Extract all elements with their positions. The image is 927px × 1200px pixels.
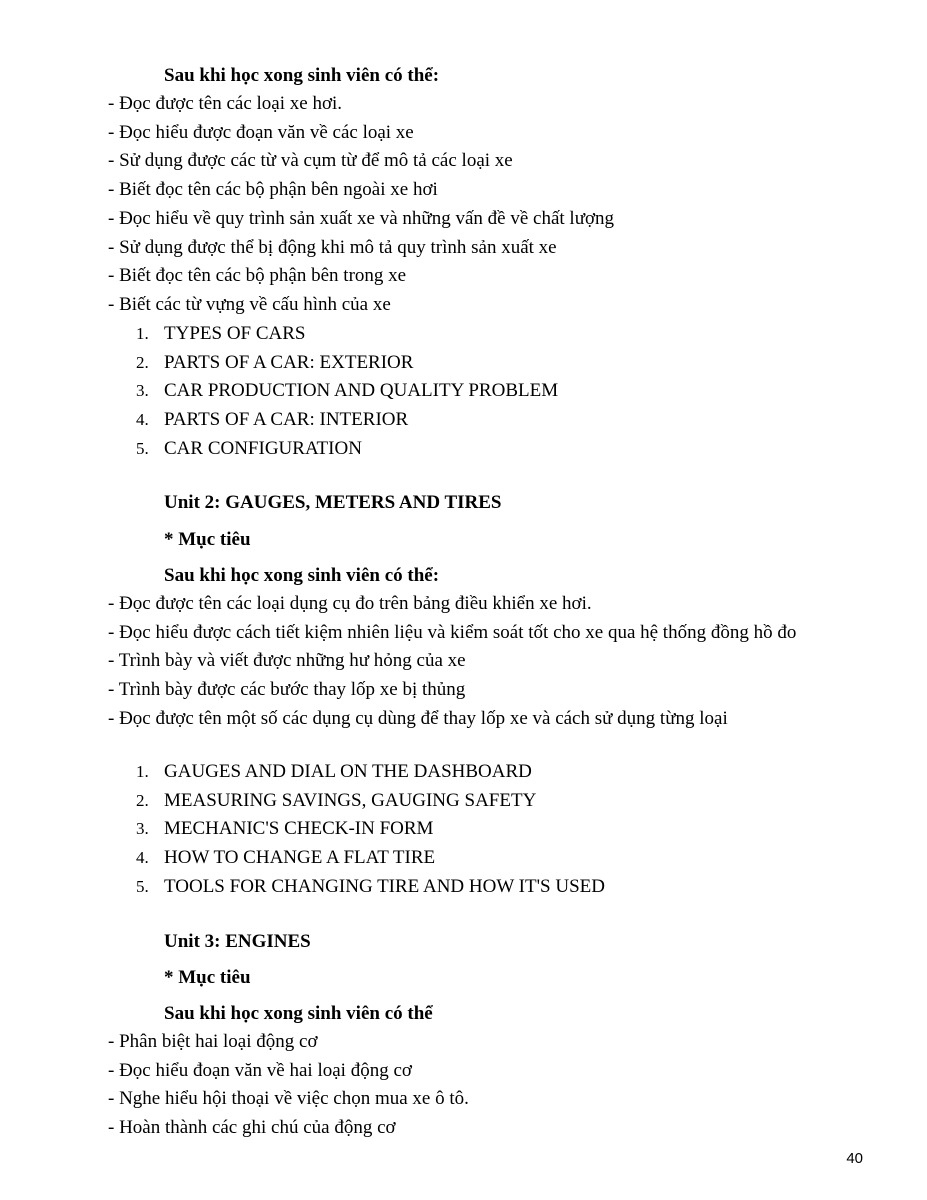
unit1-lessons-list — [136, 320, 558, 464]
list-item — [136, 435, 558, 464]
unit2-lessons-list — [136, 758, 605, 902]
unit3-objectives-list — [108, 1028, 868, 1143]
unit3-goal-label: * Mục tiêu — [164, 967, 251, 988]
lesson-title: TYPES OF CARS — [164, 323, 306, 344]
list-item — [136, 349, 558, 378]
list-item: - Đọc hiểu đoạn văn về hai loại động cơ — [108, 1059, 412, 1081]
lesson-number: 2. — [136, 790, 149, 810]
list-item: - Biết đọc tên các bộ phận bên trong xe — [108, 265, 407, 287]
list-item: - Đọc hiểu được cách tiết kiệm nhiên liệu và kiểm soát tốt cho xe qua hệ thống đồng hồ đo — [108, 621, 797, 643]
list-item — [136, 377, 558, 406]
list-item: - Phân biệt hai loại động cơ — [108, 1031, 318, 1052]
list-item: - Biết các từ vựng về cấu hình của xe — [108, 293, 391, 315]
unit2-title: Unit 2: GAUGES, METERS AND TIRES — [164, 492, 502, 513]
lesson-title: MECHANIC'S CHECK-IN FORM — [164, 818, 434, 840]
lesson-number: 4. — [136, 848, 149, 868]
lesson-title: CAR PRODUCTION AND QUALITY PROBLEM — [164, 380, 559, 402]
list-item — [136, 758, 605, 787]
list-item: - Hoàn thành các ghi chú của động cơ — [108, 1117, 396, 1139]
lesson-title: TOOLS FOR CHANGING TIRE AND HOW IT'S USED — [164, 875, 605, 897]
page-number: 40 — [846, 1150, 863, 1167]
list-item — [136, 844, 605, 873]
lesson-number: 5. — [136, 438, 149, 458]
lesson-title: HOW TO CHANGE A FLAT TIRE — [164, 847, 436, 869]
lesson-number: 1. — [136, 324, 149, 343]
list-item: - Biết đọc tên các bộ phận bên ngoài xe hơi — [108, 179, 438, 201]
lesson-number: 5. — [136, 876, 149, 896]
unit3-title: Unit 3: ENGINES — [164, 931, 311, 952]
list-item: - Trình bày được các bước thay lốp xe bị thủng — [108, 679, 466, 701]
list-item — [136, 787, 605, 816]
lesson-title: CAR CONFIGURATION — [164, 437, 362, 459]
list-item — [136, 406, 558, 435]
unit1-objectives-list — [108, 90, 868, 320]
unit2-goal-label: * Mục tiêu — [164, 529, 251, 550]
unit2-objectives-intro: Sau khi học xong sinh viên có thể: — [164, 565, 440, 586]
lesson-title: PARTS OF A CAR: INTERIOR — [164, 409, 409, 431]
list-item: - Đọc hiểu về quy trình sản xuất xe và những vấn đề về chất lượng — [108, 207, 615, 229]
lesson-number: 2. — [136, 352, 149, 372]
lesson-number: 4. — [136, 410, 149, 430]
list-item: - Sử dụng được các từ và cụm từ để mô tả các loại xe — [108, 150, 513, 172]
list-item: - Đọc hiểu được đoạn văn về các loại xe — [108, 121, 414, 143]
list-item: - Đọc được tên các loại dụng cụ đo trên bảng điều khiển xe hơi. — [108, 593, 592, 614]
list-item: - Trình bày và viết được những hư hỏng của xe — [108, 650, 466, 672]
list-item — [136, 815, 605, 844]
list-item: - Đọc được tên một số các dụng cụ dùng để thay lốp xe và cách sử dụng từng loại — [108, 707, 728, 729]
lesson-title: MEASURING SAVINGS, GAUGING SAFETY — [164, 789, 537, 811]
lesson-title: GAUGES AND DIAL ON THE DASHBOARD — [164, 761, 532, 782]
list-item: - Sử dụng được thể bị động khi mô tả quy trình sản xuất xe — [108, 236, 557, 258]
unit2-objectives-list — [108, 590, 868, 734]
lesson-number: 3. — [136, 819, 149, 839]
unit1-objectives-intro: Sau khi học xong sinh viên có thể: — [164, 65, 440, 86]
lesson-title: PARTS OF A CAR: EXTERIOR — [164, 351, 414, 373]
lesson-number: 1. — [136, 762, 149, 781]
lesson-number: 3. — [136, 381, 149, 401]
list-item: - Nghe hiểu hội thoại về việc chọn mua xe ô tô. — [108, 1088, 469, 1110]
list-item — [136, 873, 605, 902]
list-item: - Đọc được tên các loại xe hơi. — [108, 93, 343, 114]
list-item — [136, 320, 558, 349]
unit3-objectives-intro: Sau khi học xong sinh viên có thể — [164, 1003, 433, 1024]
